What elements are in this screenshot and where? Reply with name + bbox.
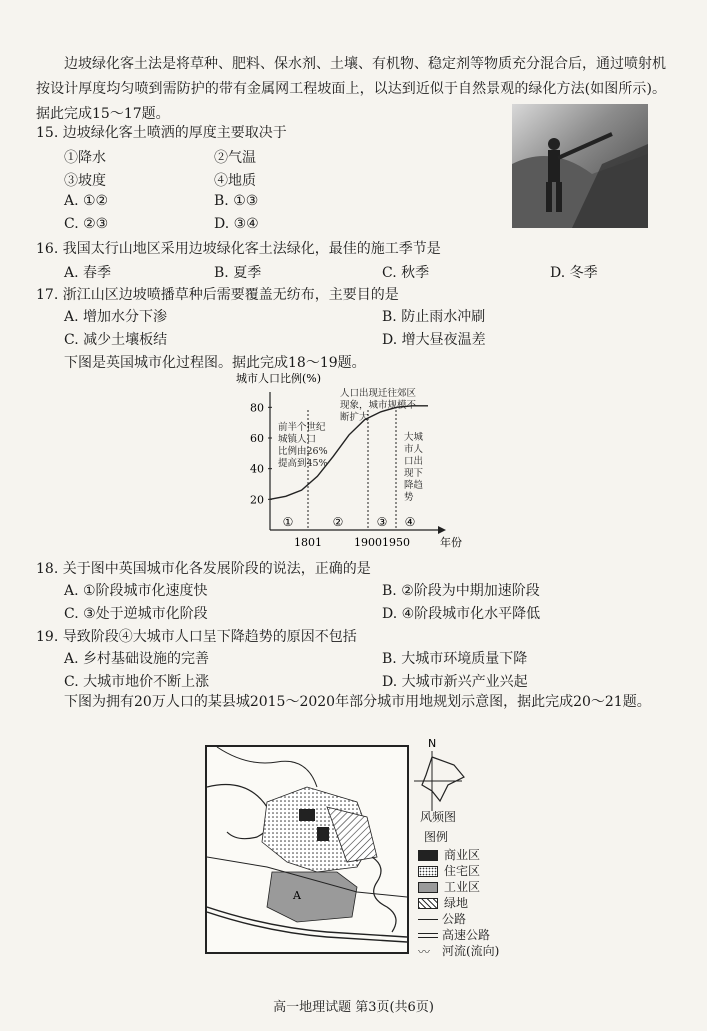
legend-highway-line (418, 933, 438, 938)
q16-option-a: A. 春季 (64, 265, 112, 281)
legend-road-line (418, 919, 438, 920)
q18-option-b: B. ②阶段为中期加速阶段 (382, 583, 540, 599)
legend-industrial-label: 工业区 (444, 880, 481, 894)
q19-option-c: C. 大城市地价不断上涨 (64, 674, 210, 690)
q15-option-b: B. ①③ (214, 193, 259, 209)
question-17: 17. 浙江山区边坡喷播草种后需要覆盖无纺布，主要目的是 (36, 287, 399, 303)
wind-rose (414, 735, 474, 815)
legend-commercial-label: 商业区 (444, 848, 481, 862)
legend-green-swatch (418, 898, 438, 909)
q15-item-4: ④地质 (214, 173, 256, 189)
chart-y-axis-label: 城市人口比例(%) (236, 372, 322, 385)
chart-annotation-1: 前半个世纪 城镇人口 比例由26% 提高到45% (278, 422, 328, 469)
q18-option-c: C. ③处于逆城市化阶段 (64, 606, 208, 622)
chart-annotation-3: 大城 市人 口出 现下 降趋 势 (404, 432, 424, 503)
legend-title: 图例 (424, 830, 449, 844)
river-icon: 〰 (418, 945, 431, 959)
chart-y-tick-label: 40 (250, 462, 264, 476)
chart-x-axis-label: 年份 (440, 536, 462, 549)
legend-commercial-swatch (418, 850, 438, 861)
q18-option-d: D. ④阶段城市化水平降低 (382, 606, 541, 622)
wind-rose-label: 风频图 (420, 810, 457, 824)
q17-option-b: B. 防止雨水冲刷 (382, 309, 486, 325)
legend-river (418, 942, 499, 960)
legend-river-label: 河流(流向) (442, 944, 500, 958)
legend-road (418, 910, 466, 927)
q18-option-a: A. ①阶段城市化速度快 (64, 583, 208, 599)
legend-green (418, 894, 468, 911)
q15-option-a: A. ①② (64, 193, 109, 209)
q17-option-a: A. 增加水分下渗 (64, 309, 168, 325)
q19-option-b: B. 大城市环境质量下降 (382, 651, 528, 667)
photo-image (512, 104, 648, 228)
legend-residential (418, 862, 480, 879)
urbanization-chart (228, 370, 488, 550)
q17-option-d: D. 增大昼夜温差 (382, 332, 486, 348)
hydroseeding-photo (512, 104, 648, 228)
legend-highway-label: 高速公路 (442, 928, 491, 942)
legend-highway (418, 926, 490, 943)
question-18: 18. 关于图中英国城市化各发展阶段的说法，正确的是 (36, 561, 371, 577)
chart-stage-label: ② (332, 515, 344, 529)
q19-option-d: D. 大城市新兴产业兴起 (382, 674, 528, 690)
intro-paragraph-1: 边坡绿化客土法是将草种、肥料、保水剂、土壤、有机物、稳定剂等物质充分混合后，通过喷射机按设计厚度均匀喷到需防护的带有金属网工程坡面上，以达到近似于自然景观的绿化方法(如图所示)。据此完成15～17题。 (36, 56, 666, 122)
chart-stage-label: ① (282, 515, 294, 529)
legend-industrial (418, 878, 480, 895)
intro-paragraph-3: 下图为拥有20万人口的某县城2015～2020年部分城市用地规划示意图，据此完成20～21题。 (64, 694, 651, 710)
map-label-a: A (293, 889, 301, 902)
chart-x-axis-arrow (438, 526, 446, 534)
q16-option-c: C. 秋季 (382, 265, 430, 281)
wind-rose-shape (422, 757, 464, 801)
chart-x-tick-label: 1900 (354, 536, 382, 549)
chart-annotation-2: 人口出现迁往郊区 现象，城市规模不 断扩大 (340, 388, 417, 423)
legend-road-label: 公路 (442, 912, 467, 926)
q15-option-d: D. ③④ (214, 216, 259, 232)
legend-industrial-swatch (418, 882, 438, 893)
chart-y-tick-label: 20 (250, 493, 264, 507)
north-label: N (428, 737, 437, 750)
q15-item-1: ①降水 (64, 150, 106, 166)
legend-residential-label: 住宅区 (444, 864, 481, 878)
question-15: 15. 边坡绿化客土喷洒的厚度主要取决于 (36, 125, 287, 141)
legend-green-label: 绿地 (444, 896, 469, 910)
chart-y-tick-label: 80 (250, 401, 264, 415)
legend-commercial (418, 846, 480, 863)
q15-item-3: ③坡度 (64, 173, 106, 189)
q19-option-a: A. 乡村基础设施的完善 (64, 651, 210, 667)
q16-option-d: D. 冬季 (550, 265, 598, 281)
chart-x-tick-label: 1801 (294, 536, 322, 549)
chart-stage-label: ④ (404, 515, 416, 529)
q15-option-c: C. ②③ (64, 216, 109, 232)
map-drawing (207, 747, 407, 952)
chart-y-tick-label: 60 (250, 432, 264, 445)
land-use-map (205, 745, 409, 954)
page-footer: 高一地理试题 第3页(共6页) (273, 1000, 434, 1015)
intro-paragraph-2: 下图是英国城市化过程图。据此完成18～19题。 (64, 355, 366, 371)
legend-residential-swatch (418, 866, 438, 877)
chart-x-tick-label: 1950 (382, 536, 410, 549)
q15-item-2: ②气温 (214, 150, 256, 166)
question-16: 16. 我国太行山地区采用边坡绿化客土法绿化，最佳的施工季节是 (36, 241, 441, 257)
q17-option-c: C. 减少土壤板结 (64, 332, 168, 348)
question-19: 19. 导致阶段④大城市人口呈下降趋势的原因不包括 (36, 629, 357, 645)
chart-stage-label: ③ (376, 515, 388, 529)
q16-option-b: B. 夏季 (214, 265, 262, 281)
